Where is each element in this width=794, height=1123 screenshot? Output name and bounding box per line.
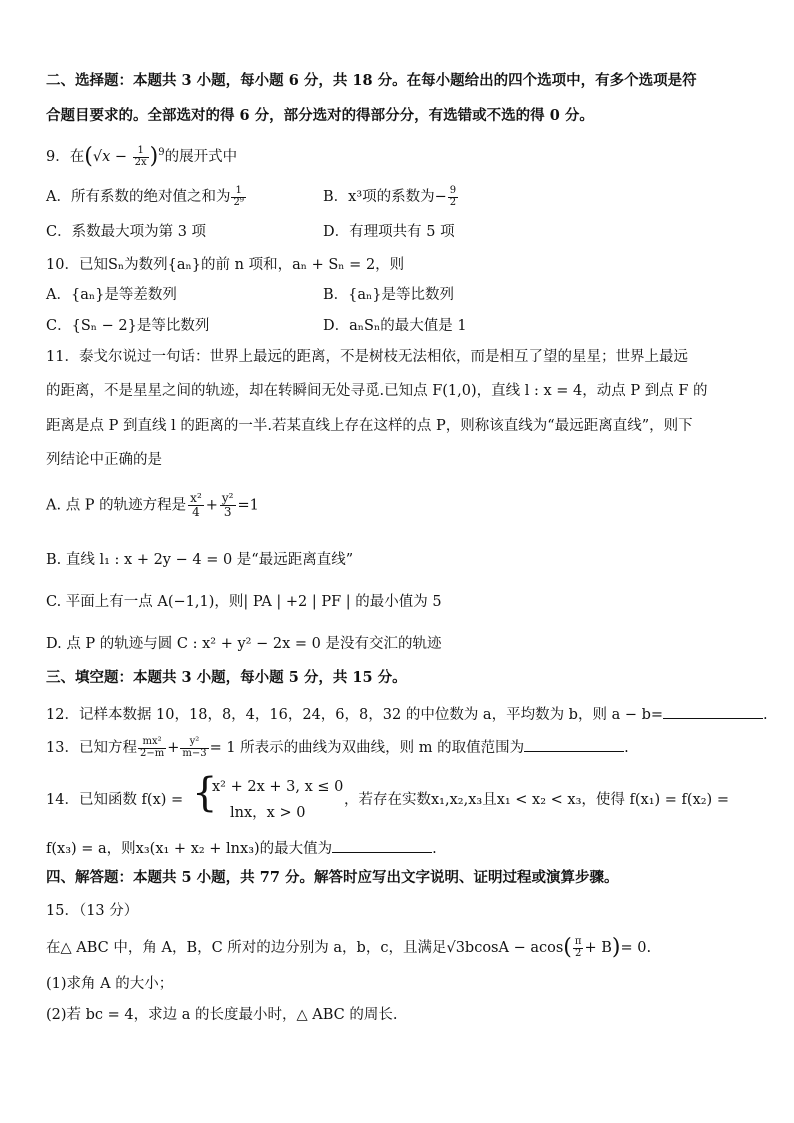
q10-stem: 10．已知Sₙ为数列{aₙ}的前 n 项和，aₙ + Sₙ = 2，则	[46, 257, 405, 273]
section-3-header: 三、填空题：本题共 3 小题，每小题 5 分，共 15 分。	[46, 669, 407, 686]
q10-option-c: C．{Sₙ − 2}是等比数列	[46, 318, 210, 334]
q14-line-2: f(x₃) = a，则x₃(x₁ + x₂ + lnx₃)的最大值为 .	[46, 838, 437, 857]
q12-stem: 12．记样本数据 10，18，8，4，16，24，6，8，32 的中位数为 a，平均数为 b，则 a − b= .	[46, 704, 768, 723]
q15-title: 15．（13 分）	[46, 903, 139, 919]
q15-stem: 在△ ABC 中，角 A，B，C 所对的边分别为 a，b，c，且满足√3bcosA − acos( $\frac{\pi}{2}$ + B)= 0.	[46, 935, 652, 960]
q11-stem-line-3: 距离是点 P 到直线 l 的距离的一半.若某直线上存在这样的点 P，则称该直线为“最远距离直线”，则下	[46, 418, 693, 434]
q9-stem: 9．在(√x − $\frac{1}{2x}$ )$^9$的展开式中	[46, 144, 238, 169]
q14-answer-blank[interactable]	[332, 838, 432, 853]
q11-option-b: B. 直线 l₁ : x + 2y − 4 = 0 是“最远距离直线”	[46, 552, 354, 568]
q10-option-d: D．aₙSₙ的最大值是 1	[323, 318, 467, 334]
q10-option-b: B．{aₙ}是等比数列	[323, 287, 455, 303]
section-4-header: 四、解答题：本题共 5 小题，共 77 分。解答时应写出文字说明、证明过程或演算步骤。	[46, 869, 619, 886]
section-2-header-line-2: 合题目要求的。全部选对的得 6 分，部分选对的得部分分，有选错或不选的得 0 分。	[46, 107, 594, 124]
q15-part-1: (1)求角 A 的大小；	[46, 976, 174, 992]
q9-option-c: C．系数最大项为第 3 项	[46, 224, 207, 240]
q9-option-a: A．所有系数的绝对值之和为 $\frac{1}{\text{2⁹}}$	[46, 185, 244, 208]
q13-answer-blank[interactable]	[524, 737, 624, 752]
q13-stem: 13．已知方程 $\frac{\text{mx²}}{2-m}$ + $\frac{\text{y²}}{m-3}$ = 1 所表示的曲线为双曲线，则 m 的取值范围为 .	[46, 736, 629, 759]
q10-option-a: A．{aₙ}是等差数列	[46, 287, 177, 303]
q11-option-c: C. 平面上有一点 A(−1,1)，则| PA | +2 | PF | 的最小值为 5	[46, 594, 442, 610]
q14-piece-1: x² + 2x + 3, x ≤ 0	[212, 779, 344, 795]
piecewise-brace: {	[192, 770, 218, 816]
q11-stem-line-4: 列结论中正确的是	[46, 452, 162, 468]
q14-suffix: ，若存在实数x₁,x₂,x₃且x₁ < x₂ < x₃，使得 f(x₁) = f(x₂) =	[344, 792, 729, 808]
q14-piece-2: lnx，x > 0	[230, 805, 306, 821]
q11-stem-line-2: 的距离，不是星星之间的轨迹，却在转瞬间无处寻觅.已知点 F(1,0)，直线 l : x = 4，动点 P 到点 F 的	[46, 383, 708, 399]
q9-option-b: B．x³项的系数为− $\frac{9}{2}$	[323, 185, 457, 208]
section-2-header-line-1: 二、选择题：本题共 3 小题，每小题 6 分，共 18 分。在每小题给出的四个选项中，有多个选项是符	[46, 72, 697, 89]
q9-option-d: D．有理项共有 5 项	[323, 224, 455, 240]
q11-option-a: A. 点 P 的轨迹方程是 $\frac{\text{x²}}{4}$ + $\frac{\text{y²}}{3}$ =1	[46, 491, 259, 520]
q11-option-d: D. 点 P 的轨迹与圆 C : x² + y² − 2x = 0 是没有交汇的轨迹	[46, 636, 442, 652]
q11-stem-line-1: 11．泰戈尔说过一句话：世界上最远的距离，不是树枝无法相依，而是相互了望的星星；世界上最远	[46, 349, 688, 365]
q15-part-2: (2)若 bc = 4，求边 a 的长度最小时，△ ABC 的周长.	[46, 1007, 398, 1023]
q14-prefix: 14．已知函数 f(x) =	[46, 792, 184, 808]
q12-answer-blank[interactable]	[663, 704, 763, 719]
